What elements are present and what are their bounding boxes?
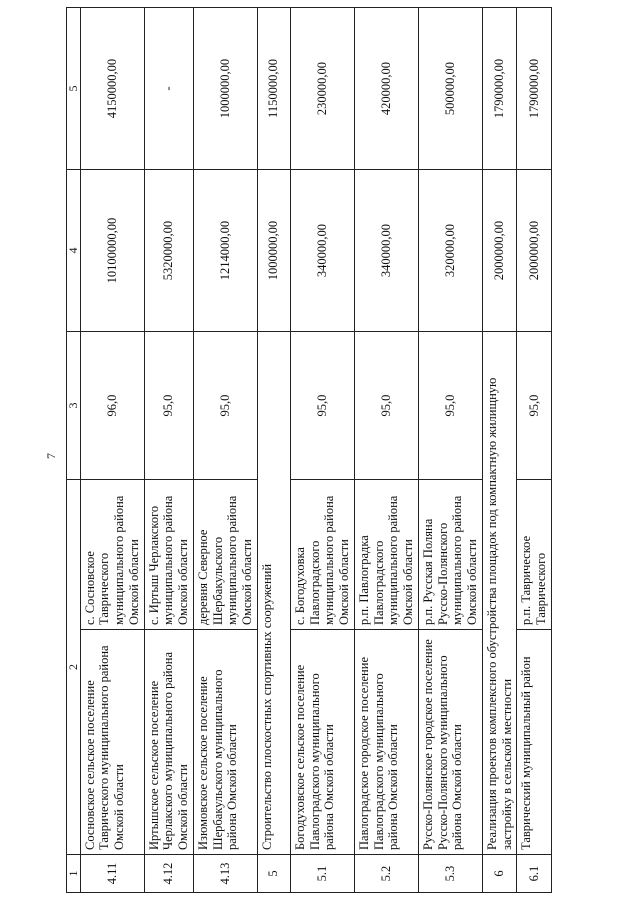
row-number: 5.2 [354,855,418,893]
settlement-cell: с. Иртыш Черлакского муниципального района Омской области [144,480,193,630]
municipality-cell: Русско-Полянское городское поселение Русско-Полянского муниципального района Омской области [418,630,482,855]
header-col-5: 5 [67,8,81,170]
municipality-cell: Богодуховское сельское поселение Павлоградского муниципального района Омской области [290,630,354,855]
header-col-1: 1 [67,855,81,893]
row-number: 6.1 [517,855,552,893]
header-col-3: 3 [67,332,81,480]
section-title: Строительство плоскостных спортивных сооружений [257,332,290,855]
table-row [144,8,193,893]
header-col-4: 4 [67,170,81,332]
settlement-cell: с. Сосновское Таврического муниципального района Омской области [80,480,144,630]
row-number: 4.12 [144,855,193,893]
settlement-cell: р.п. Павлоградка Павлоградского муниципального района Омской области [354,480,418,630]
municipality-cell: Павлоградское городское поселение Павлоградского муниципального района Омской области [354,630,418,855]
financing-table [66,7,552,893]
col3-cell: 95,0 [418,332,482,480]
col4-cell: 2000000,00 [482,170,517,332]
col5-cell: 1790000,00 [482,8,517,170]
table-row [193,8,257,893]
row-number: 5.1 [290,855,354,893]
col5-cell: 420000,00 [354,8,418,170]
table-header-row [67,8,81,893]
col3-cell: 95,0 [517,332,552,480]
row-number: 4.13 [193,855,257,893]
col5-cell: 1790000,00 [517,8,552,170]
col3-cell: 95,0 [193,332,257,480]
settlement-cell: р.п. Таврическое Таврического [517,480,552,630]
col3-cell: 95,0 [290,332,354,480]
col5-cell: 230000,00 [290,8,354,170]
col4-cell: 2000000,00 [517,170,552,332]
section-row [482,8,517,893]
col4-cell: 320000,00 [418,170,482,332]
municipality-cell: Иртышское сельское поселение Черлакского муниципального района Омской области [144,630,193,855]
col5-cell: 1150000,00 [257,8,290,170]
table-row [517,8,552,893]
col3-cell: 95,0 [144,332,193,480]
col5-cell: 4150000,00 [80,8,144,170]
header-col-2: 2 [67,480,81,855]
settlement-cell: деревня Северное Шербакульского муниципального района Омской области [193,480,257,630]
col3-cell: 96,0 [80,332,144,480]
col4-cell: 340000,00 [290,170,354,332]
col5-cell: 500000,00 [418,8,482,170]
row-number: 5.3 [418,855,482,893]
col4-cell: 1214000,00 [193,170,257,332]
col4-cell: 1000000,00 [257,170,290,332]
table-row [354,8,418,893]
col4-cell: 5320000,00 [144,170,193,332]
col4-cell: 340000,00 [354,170,418,332]
col5-cell: 1000000,00 [193,8,257,170]
row-number: 4.11 [80,855,144,893]
col4-cell: 10100000,00 [80,170,144,332]
col3-cell: 95,0 [354,332,418,480]
section-title: Реализация проектов комплексного обустройства площадок под компактную жилищную застройку в сельской местности [482,332,517,855]
table-row [290,8,354,893]
section-row [257,8,290,893]
municipality-cell: Сосновское сельское поселение Таврического муниципального района Омской области [80,630,144,855]
municipality-cell: Таврический муниципальный район [517,630,552,855]
page-number: 7 [44,453,58,459]
municipality-cell: Изюмовское сельское поселение Шербакульского муниципального района Омской области [193,630,257,855]
table-row [80,8,144,893]
col5-cell: - [144,8,193,170]
section-number: 6 [482,855,517,893]
settlement-cell: с. Богодуховка Павлоградского муниципального района Омской области [290,480,354,630]
settlement-cell: р.п. Русская Поляна Русско-Полянского муниципального района Омской области [418,480,482,630]
table-row [418,8,482,893]
section-number: 5 [257,855,290,893]
